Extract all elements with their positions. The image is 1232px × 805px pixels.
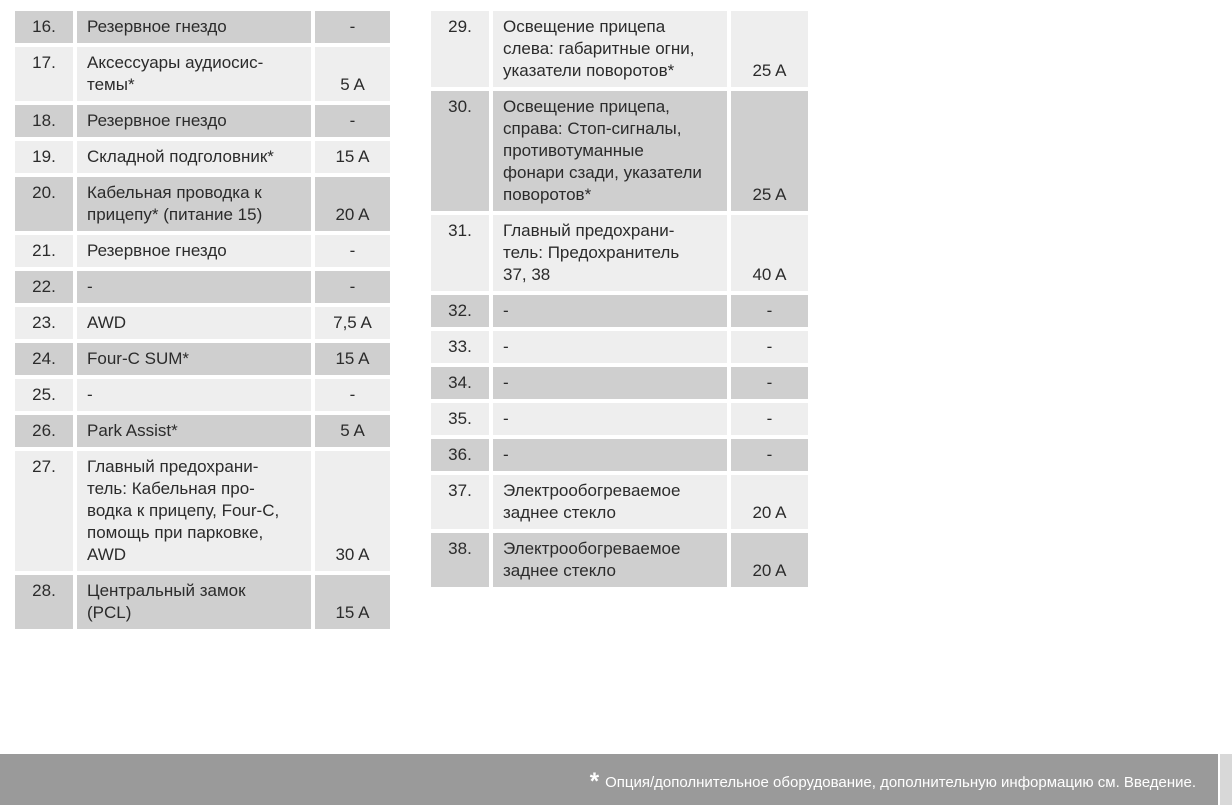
fuse-number: 32. [431, 295, 489, 327]
fuse-row [15, 451, 390, 571]
fuse-row [15, 415, 390, 447]
fuse-amperage: - [731, 295, 808, 327]
fuse-description: - [493, 403, 727, 435]
fuse-amperage: 20 A [315, 177, 390, 231]
fuse-row [15, 271, 390, 303]
fuse-description: - [493, 331, 727, 363]
footer-note [590, 768, 1196, 796]
fuse-description: AWD [77, 307, 311, 339]
fuse-row [431, 91, 808, 211]
fuse-description: Аксессуары аудиосис- темы* [77, 47, 311, 101]
fuse-row [431, 11, 808, 87]
fuse-table-right [427, 7, 812, 591]
fuse-number: 23. [15, 307, 73, 339]
fuse-row [15, 11, 390, 43]
fuse-amperage: 5 A [315, 47, 390, 101]
fuse-description: Складной подголовник* [77, 141, 311, 173]
fuse-number: 24. [15, 343, 73, 375]
fuse-description: Park Assist* [77, 415, 311, 447]
page-edge-strip [1220, 754, 1232, 805]
fuse-row [431, 403, 808, 435]
fuse-row [15, 47, 390, 101]
fuse-number: 28. [15, 575, 73, 629]
fuse-row [15, 235, 390, 267]
fuse-row [15, 343, 390, 375]
fuse-row [431, 475, 808, 529]
fuse-description: Four-C SUM* [77, 343, 311, 375]
fuse-table-right-body [431, 11, 808, 587]
fuse-number: 25. [15, 379, 73, 411]
fuse-description: Главный предохрани- тель: Кабельная про- водка к прицепу, Four-C, помощь при парковке, AWD [77, 451, 311, 571]
fuse-number: 19. [15, 141, 73, 173]
fuse-description: Резервное гнездо [77, 11, 311, 43]
fuse-amperage: 15 A [315, 575, 390, 629]
fuse-row [431, 331, 808, 363]
fuse-amperage: 40 A [731, 215, 808, 291]
footnote-asterisk: * [589, 767, 600, 795]
fuse-number: 36. [431, 439, 489, 471]
fuse-description: Электрообогреваемое заднее стекло [493, 475, 727, 529]
fuse-description: Освещение прицепа слева: габаритные огни, указатели поворотов* [493, 11, 727, 87]
fuse-row [431, 367, 808, 399]
fuse-number: 38. [431, 533, 489, 587]
fuse-description: Электрообогреваемое заднее стекло [493, 533, 727, 587]
fuse-amperage: 5 A [315, 415, 390, 447]
fuse-table-left-body [15, 11, 390, 629]
fuse-amperage: - [315, 11, 390, 43]
fuse-amperage: 15 A [315, 343, 390, 375]
fuse-description: - [77, 379, 311, 411]
fuse-row [15, 307, 390, 339]
fuse-amperage: - [315, 235, 390, 267]
fuse-amperage: 20 A [731, 475, 808, 529]
fuse-number: 37. [431, 475, 489, 529]
fuse-description: - [493, 367, 727, 399]
fuse-description: Кабельная проводка к прицепу* (питание 15) [77, 177, 311, 231]
fuse-description: Резервное гнездо [77, 235, 311, 267]
fuse-row [15, 105, 390, 137]
fuse-amperage: 7,5 A [315, 307, 390, 339]
fuse-row [15, 177, 390, 231]
fuse-amperage: - [731, 439, 808, 471]
fuse-number: 26. [15, 415, 73, 447]
fuse-amperage: 30 A [315, 451, 390, 571]
fuse-number: 29. [431, 11, 489, 87]
fuse-number: 30. [431, 91, 489, 211]
fuse-amperage: 25 A [731, 91, 808, 211]
fuse-row [431, 533, 808, 587]
fuse-number: 16. [15, 11, 73, 43]
fuse-description: - [493, 295, 727, 327]
fuse-description: Освещение прицепа, справа: Стоп-сигналы, противотуманные фонари сзади, указатели поворотов* [493, 91, 727, 211]
fuse-description: Резервное гнездо [77, 105, 311, 137]
fuse-description: - [493, 439, 727, 471]
fuse-number: 34. [431, 367, 489, 399]
fuse-amperage: - [731, 331, 808, 363]
fuse-description: - [77, 271, 311, 303]
fuse-description: Главный предохрани- тель: Предохранитель 37, 38 [493, 215, 727, 291]
fuse-number: 27. [15, 451, 73, 571]
fuse-amperage: - [315, 271, 390, 303]
fuse-number: 20. [15, 177, 73, 231]
fuse-amperage: - [731, 403, 808, 435]
fuse-number: 22. [15, 271, 73, 303]
fuse-row [15, 141, 390, 173]
fuse-row [15, 379, 390, 411]
fuse-number: 18. [15, 105, 73, 137]
fuse-row [431, 439, 808, 471]
fuse-amperage: 25 A [731, 11, 808, 87]
footnote-text: Опция/дополнительное оборудование, дополнительную информацию см. Введение. [605, 773, 1196, 791]
fuse-amperage: - [315, 379, 390, 411]
fuse-number: 35. [431, 403, 489, 435]
fuse-number: 33. [431, 331, 489, 363]
fuse-row [431, 295, 808, 327]
fuse-amperage: - [731, 367, 808, 399]
fuse-row [15, 575, 390, 629]
fuse-number: 31. [431, 215, 489, 291]
fuse-number: 17. [15, 47, 73, 101]
fuse-amperage: 20 A [731, 533, 808, 587]
fuse-description: Центральный замок (PCL) [77, 575, 311, 629]
fuse-amperage: 15 A [315, 141, 390, 173]
fuse-row [431, 215, 808, 291]
fuse-number: 21. [15, 235, 73, 267]
fuse-table-left [11, 7, 394, 633]
fuse-amperage: - [315, 105, 390, 137]
footer-note-bar [0, 754, 1218, 805]
